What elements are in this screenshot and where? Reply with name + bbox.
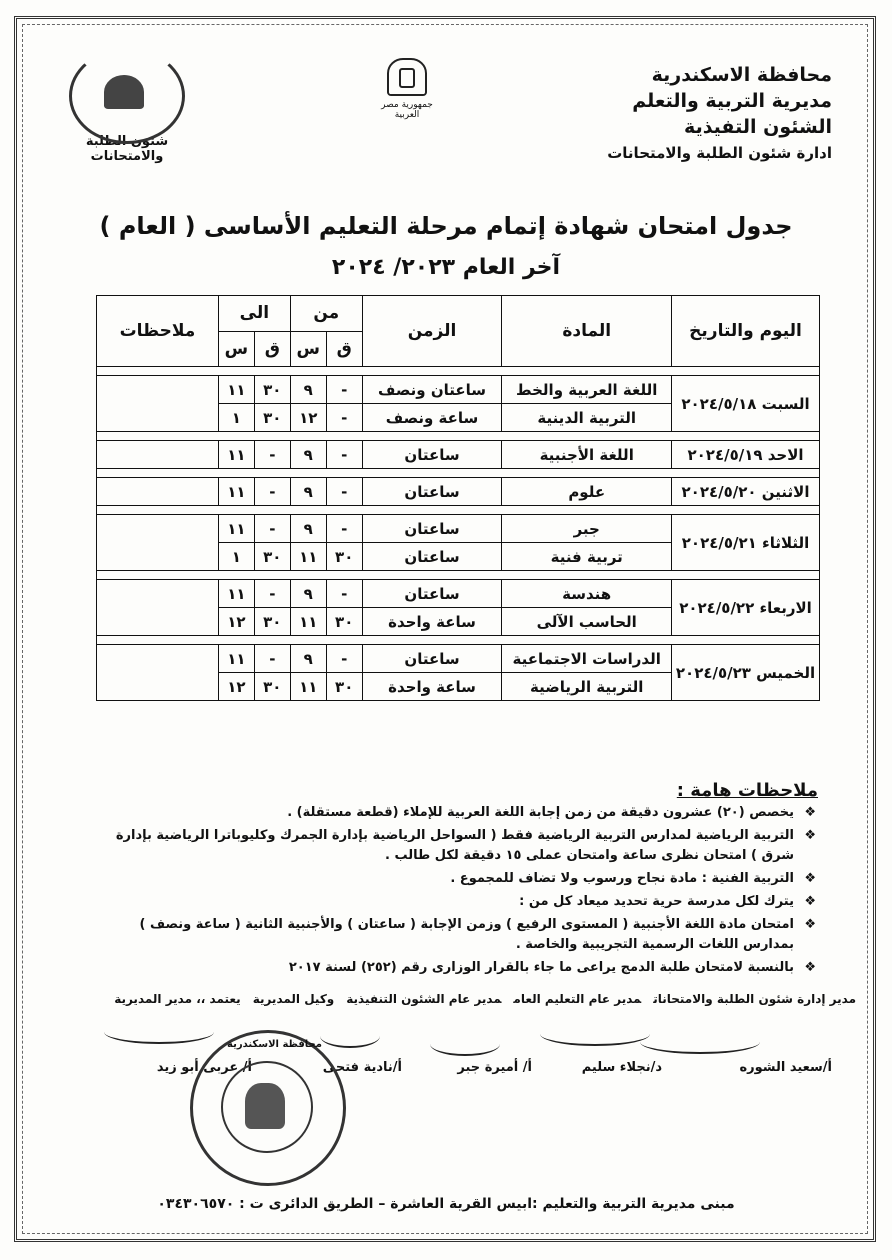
- from-min-cell: -: [326, 441, 362, 469]
- exam-schedule-body: [97, 367, 820, 701]
- to-hour-cell: ١١: [218, 441, 254, 469]
- duration-cell: ساعة ونصف: [362, 404, 502, 432]
- header-exec-affairs: الشئون التفيذية: [684, 116, 832, 138]
- duration-cell: ساعتان: [362, 645, 502, 673]
- notes-cell: [97, 478, 219, 506]
- state-emblem: [372, 58, 442, 120]
- notes-cell: [97, 441, 219, 469]
- table-row: [97, 645, 820, 673]
- signature-title: مدير إدارة شئون الطلبة والامتحانات: [653, 992, 856, 1006]
- header-from-min: ق: [326, 331, 362, 367]
- table-spacer-cell: [97, 367, 820, 376]
- from-hour-cell: ١١: [290, 673, 326, 701]
- table-row: [97, 515, 820, 543]
- to-min-cell: ٣٠: [254, 673, 290, 701]
- signature-title: وكيل المديرية: [252, 992, 335, 1006]
- day-date-cell: الثلاثاء ٢٠٢٤/٥/٢١: [672, 515, 820, 571]
- official-stamp: [190, 1030, 346, 1186]
- signature-scribble-1: [640, 1030, 760, 1054]
- note-text: امتحان مادة اللغة الأجنبية ( المستوى الرفيع ) وزمن الإجابة ( ساعتان ) والأجنبية الثانية ( ساعة ونصف ) بمدارس اللغات الرسمية التجريبية والخاصة .: [139, 917, 794, 952]
- from-min-cell: -: [326, 376, 362, 404]
- from-hour-cell: ٩: [290, 376, 326, 404]
- duration-cell: ساعتان: [362, 515, 502, 543]
- subject-cell: هندسة: [502, 580, 672, 608]
- signature-scribble-2: [540, 1022, 650, 1046]
- table-row: [97, 580, 820, 608]
- to-min-cell: -: [254, 515, 290, 543]
- stamp-eagle-icon: [245, 1083, 285, 1129]
- duration-cell: ساعتان: [362, 543, 502, 571]
- duration-cell: ساعة واحدة: [362, 673, 502, 701]
- table-row: [97, 441, 820, 469]
- table-spacer-row: [97, 367, 820, 376]
- to-hour-cell: ١١: [218, 478, 254, 506]
- day-date-cell: الاحد ٢٠٢٤/٥/١٩: [672, 441, 820, 469]
- duration-cell: ساعتان ونصف: [362, 376, 502, 404]
- header-notes: ملاحظات: [97, 296, 219, 367]
- signature-title: مدير عام الشئون التنفيذية: [346, 992, 502, 1006]
- to-min-cell: -: [254, 478, 290, 506]
- from-hour-cell: ٩: [290, 580, 326, 608]
- bullet-diamond-icon: ❖: [804, 917, 816, 932]
- day-date-cell: الاثنين ٢٠٢٤/٥/٢٠: [672, 478, 820, 506]
- signature-name: أ/نادية فتحى: [322, 1060, 402, 1075]
- header-subject: المادة: [502, 296, 672, 367]
- to-min-cell: ٣٠: [254, 543, 290, 571]
- logo-caption: شئون الطلبة والامتحانات: [85, 134, 169, 164]
- note-text: التربية الرياضية لمدارس التربية الرياضية فقط ( السواحل الرياضية بإدارة الجمرك وكليوباترا الرياضية بإدارة شرق ) امتحان نظرى ساعة وامتحان عملى ١٥ دقيقة لكل طالب .: [115, 828, 794, 863]
- note-text: بالنسبة لامتحان طلبة الدمج يراعى ما جاء بالقرار الوزارى رقم (٢٥٢) لسنة ٢٠١٧: [288, 960, 794, 975]
- signature-title: يعتمد ،، مدير المديرية: [114, 992, 241, 1006]
- duration-cell: ساعة واحدة: [362, 608, 502, 636]
- to-hour-cell: ١١: [218, 580, 254, 608]
- notes-cell: [97, 376, 219, 432]
- signature-name: أ/ عربى أبو زيد: [156, 1060, 252, 1075]
- signature-name: أ/سعيد الشوره: [739, 1060, 832, 1075]
- from-hour-cell: ٩: [290, 515, 326, 543]
- duration-cell: ساعتان: [362, 580, 502, 608]
- to-min-cell: ٣٠: [254, 608, 290, 636]
- day-date-cell: الخميس ٢٠٢٤/٥/٢٣: [672, 645, 820, 701]
- from-hour-cell: ١٢: [290, 404, 326, 432]
- from-hour-cell: ٩: [290, 478, 326, 506]
- duration-cell: ساعتان: [362, 478, 502, 506]
- subject-cell: الحاسب الآلى: [502, 608, 672, 636]
- bullet-diamond-icon: ❖: [804, 960, 816, 975]
- table-spacer-cell: [97, 506, 820, 515]
- document-subtitle: آخر العام ٢٠٢٣/ ٢٠٢٤: [331, 255, 561, 280]
- header-from-hour: س: [290, 331, 326, 367]
- duration-cell: ساعتان: [362, 441, 502, 469]
- to-min-cell: -: [254, 645, 290, 673]
- subject-cell: تربية فنية: [502, 543, 672, 571]
- emblem-caption: جمهورية مصر العربية: [381, 100, 433, 120]
- table-spacer-row: [97, 571, 820, 580]
- subject-cell: التربية الدينية: [502, 404, 672, 432]
- signature-name: د/نجلاء سليم: [581, 1060, 662, 1075]
- note-item: [86, 803, 816, 823]
- signature-scribble-5: [104, 1020, 214, 1044]
- subject-cell: الدراسات الاجتماعية: [502, 645, 672, 673]
- eagle-emblem-icon: [387, 58, 427, 96]
- to-hour-cell: ١٢: [218, 608, 254, 636]
- table-spacer-cell: [97, 571, 820, 580]
- header-to-min: ق: [254, 331, 290, 367]
- from-hour-cell: ١١: [290, 608, 326, 636]
- document-title: جدول امتحان شهادة إتمام مرحلة التعليم الأساسى ( العام ): [99, 212, 793, 240]
- from-min-cell: ٣٠: [326, 543, 362, 571]
- from-min-cell: ٣٠: [326, 608, 362, 636]
- bullet-diamond-icon: ❖: [804, 871, 816, 886]
- table-spacer-cell: [97, 432, 820, 441]
- from-min-cell: -: [326, 645, 362, 673]
- table-row: [97, 478, 820, 506]
- signature-scribble-3: [430, 1032, 500, 1056]
- table-spacer-cell: [97, 469, 820, 478]
- signature-title: مدير عام التعليم العام: [513, 992, 642, 1006]
- from-min-cell: -: [326, 515, 362, 543]
- from-hour-cell: ٩: [290, 441, 326, 469]
- table-spacer-row: [97, 636, 820, 645]
- table-spacer-row: [97, 506, 820, 515]
- exam-schedule-table: [96, 295, 820, 701]
- header-to: الى: [218, 296, 290, 332]
- to-min-cell: -: [254, 580, 290, 608]
- notes-cell: [97, 580, 219, 636]
- note-item: [86, 826, 816, 866]
- note-text: يخصص (٢٠) عشرون دقيقة من زمن إجابة اللغة العربية للإملاء (قطعة مستقلة) .: [287, 805, 794, 820]
- day-date-cell: الاربعاء ٢٠٢٤/٥/٢٢: [672, 580, 820, 636]
- signature-titles: [36, 992, 856, 1006]
- note-item: [86, 958, 816, 978]
- notes-cell: [97, 645, 219, 701]
- note-text: التربية الفنية : مادة نجاح ورسوب ولا تضاف للمجموع .: [450, 871, 794, 886]
- header-governorate: محافظة الاسكندرية: [651, 64, 832, 86]
- to-min-cell: ٣٠: [254, 376, 290, 404]
- table-spacer-row: [97, 469, 820, 478]
- department-logo: [52, 48, 202, 164]
- table-spacer-cell: [97, 636, 820, 645]
- laurel-wreath-icon: [69, 48, 185, 144]
- note-item: [86, 892, 816, 912]
- header-institution: [592, 62, 832, 166]
- to-min-cell: ٣٠: [254, 404, 290, 432]
- from-min-cell: ٣٠: [326, 673, 362, 701]
- to-hour-cell: ١١: [218, 376, 254, 404]
- notes-cell: [97, 515, 219, 571]
- header-day-date: اليوم والتاريخ: [672, 296, 820, 367]
- from-hour-cell: ١١: [290, 543, 326, 571]
- header-directorate: مديرية التربية والتعلم: [632, 90, 832, 112]
- to-hour-cell: ١١: [218, 515, 254, 543]
- note-text: يترك لكل مدرسة حرية تحديد ميعاد كل من :: [519, 894, 794, 909]
- header-from: من: [290, 296, 362, 332]
- bullet-diamond-icon: ❖: [804, 805, 816, 820]
- header-to-hour: س: [218, 331, 254, 367]
- to-hour-cell: ١: [218, 543, 254, 571]
- subject-cell: علوم: [502, 478, 672, 506]
- to-min-cell: -: [254, 441, 290, 469]
- to-hour-cell: ١٢: [218, 673, 254, 701]
- subject-cell: اللغة الأجنبية: [502, 441, 672, 469]
- note-item: [86, 869, 816, 889]
- footer-address: مبنى مديرية التربية والتعليم :ابيس القرية العاشرة – الطريق الدائرى ت : ٠٣٤٣٠٦٥٧٠: [157, 1196, 735, 1212]
- day-date-cell: السبت ٢٠٢٤/٥/١٨: [672, 376, 820, 432]
- subject-cell: جبر: [502, 515, 672, 543]
- header-duration: الزمن: [362, 296, 502, 367]
- from-min-cell: -: [326, 478, 362, 506]
- from-min-cell: -: [326, 404, 362, 432]
- table-spacer-row: [97, 432, 820, 441]
- stamp-text: محافظة الاسكندرية: [227, 1039, 322, 1050]
- note-item: [86, 915, 816, 955]
- to-hour-cell: ١١: [218, 645, 254, 673]
- from-hour-cell: ٩: [290, 645, 326, 673]
- subject-cell: التربية الرياضية: [502, 673, 672, 701]
- subject-cell: اللغة العربية والخط: [502, 376, 672, 404]
- bullet-diamond-icon: ❖: [804, 828, 816, 843]
- header-admin-office: ادارة شئون الطلبة والامتحانات: [607, 144, 832, 162]
- notes-title: ملاحظات هامة :: [676, 780, 818, 801]
- from-min-cell: -: [326, 580, 362, 608]
- bullet-diamond-icon: ❖: [804, 894, 816, 909]
- signature-scribble-4: [320, 1024, 380, 1048]
- notes-list: [86, 800, 816, 978]
- table-row: [97, 376, 820, 404]
- to-hour-cell: ١: [218, 404, 254, 432]
- signature-name: أ/ أميرة جبر: [457, 1060, 532, 1075]
